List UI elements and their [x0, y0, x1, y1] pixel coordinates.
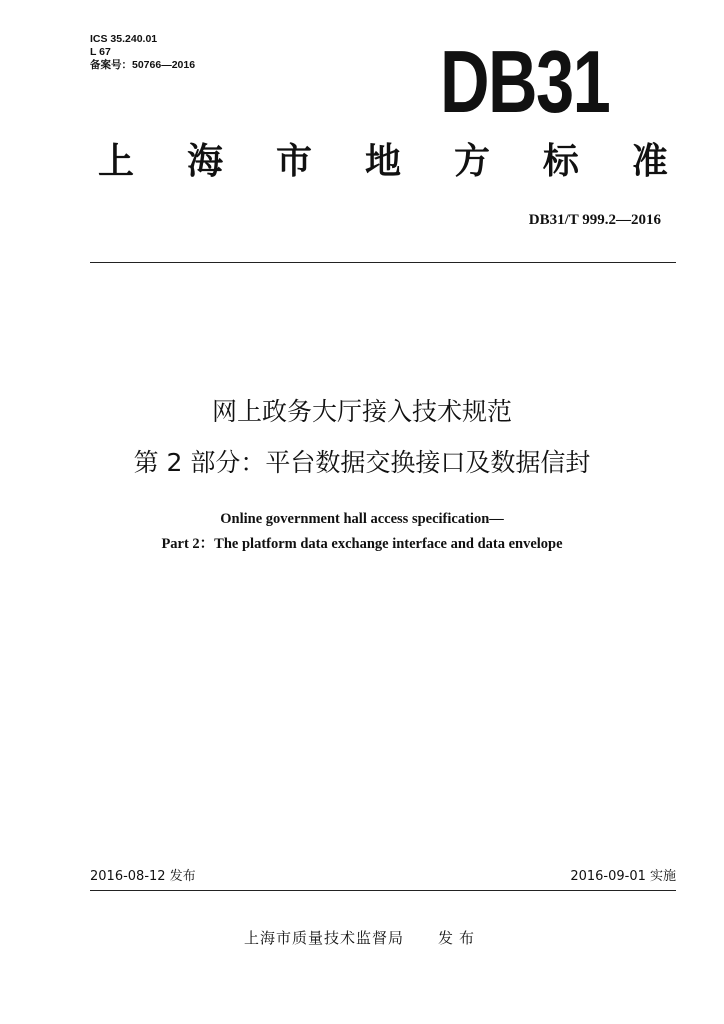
standard-type-char: 方: [453, 141, 490, 182]
ics-code: ICS 35.240.01: [90, 33, 158, 45]
top-divider: [90, 262, 676, 263]
filing-number: 备案号：50766—2016: [90, 59, 196, 71]
issuer-action: 发布: [438, 929, 481, 947]
standard-type-char: 上: [98, 141, 135, 182]
standard-type-heading: [98, 140, 668, 184]
standard-code: DB31/T 999.2—2016: [528, 212, 661, 228]
standard-type-char: 标: [542, 141, 579, 182]
standard-type-char: 海: [186, 141, 223, 182]
standard-type-char: 地: [364, 141, 401, 182]
issuer-organization: 上海市质量技术监督局: [243, 929, 404, 947]
english-title-line-1: Online government hall access specification—: [220, 511, 504, 527]
chinese-title-line-2: 第 2 部分：平台数据交换接口及数据信封: [133, 448, 591, 477]
classification-code: L 67: [90, 46, 111, 58]
document-metadata: [90, 33, 195, 72]
standard-type-char: 市: [275, 141, 312, 182]
english-title-line-2: Part 2：The platform data exchange interface and data envelope: [161, 536, 563, 552]
db31-logo: DB31: [440, 32, 610, 131]
chinese-title-line-1: 网上政务大厅接入技术规范: [211, 397, 512, 426]
issuing-authority: [0, 928, 724, 948]
bottom-divider: [90, 890, 676, 891]
standard-type-char: 准: [631, 141, 668, 182]
issue-date: 2016-08-12 发布: [90, 869, 196, 884]
implementation-date: 2016-09-01 实施: [570, 869, 676, 884]
